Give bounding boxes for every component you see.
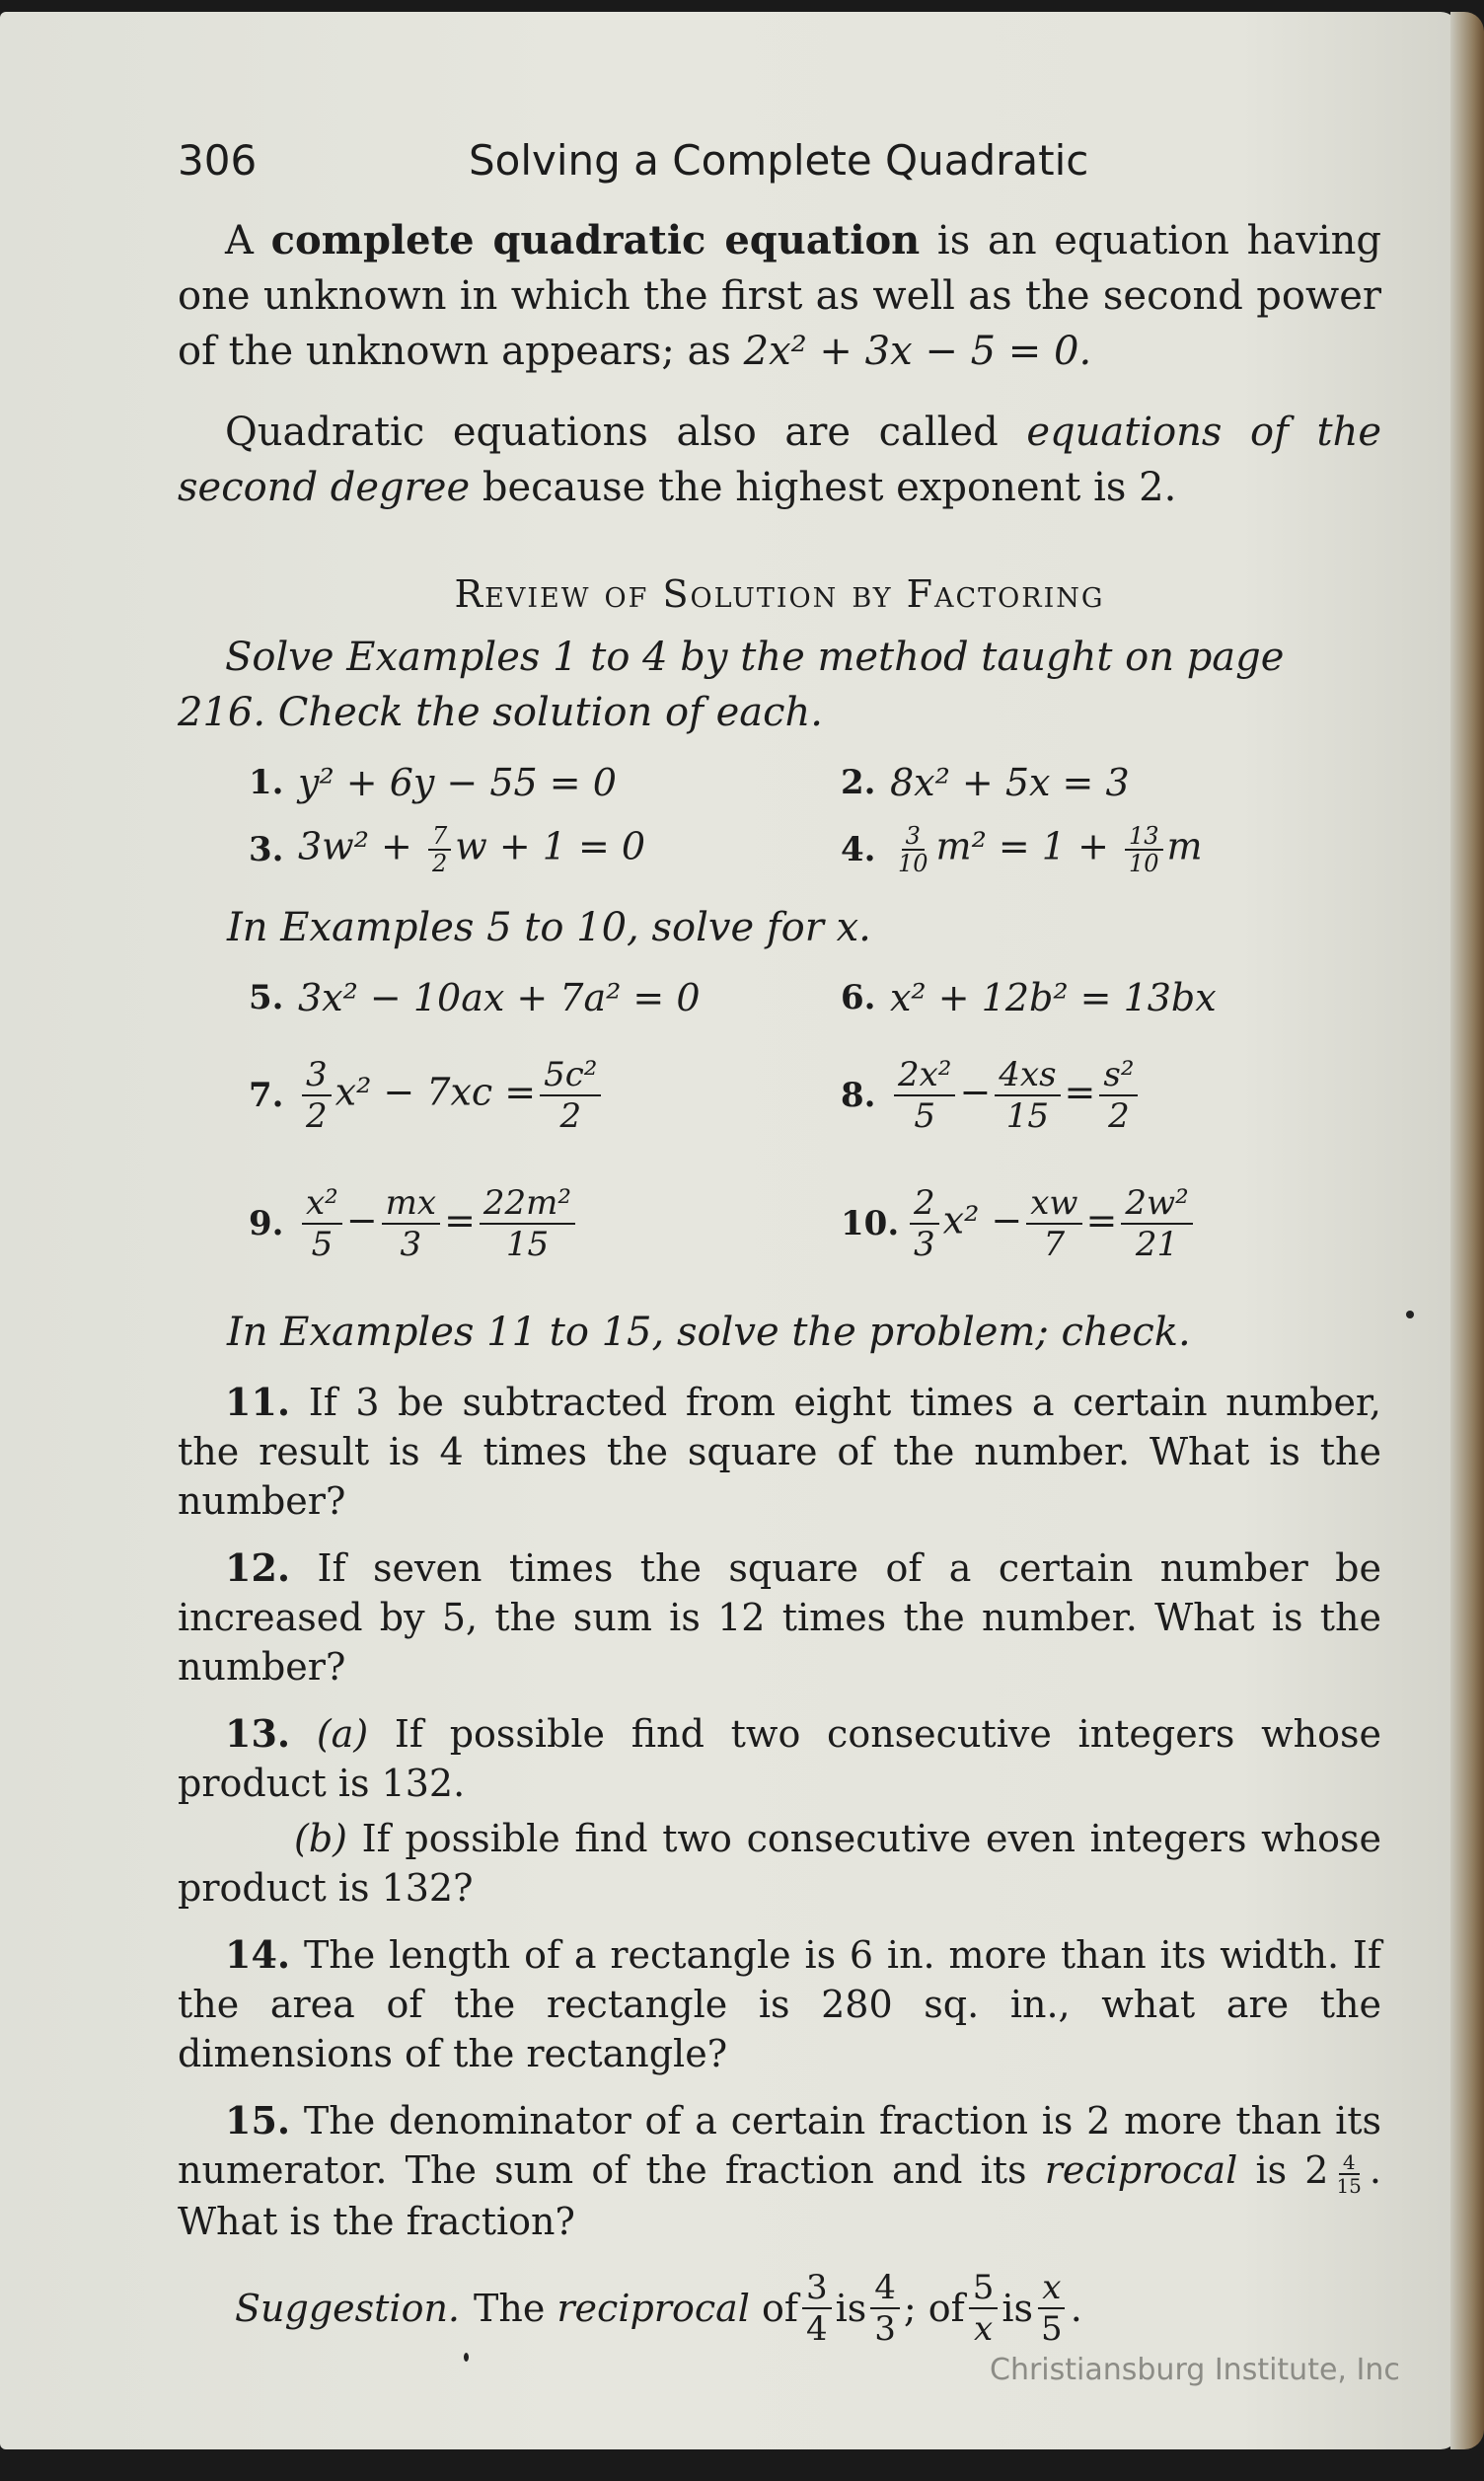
numerator: 2x²	[894, 1055, 955, 1096]
fraction	[870, 2268, 900, 2349]
equation: x² + 12b² = 13bx	[890, 976, 1217, 1019]
example-4	[841, 821, 1433, 878]
eq-part: w + 1 = 0	[455, 824, 646, 868]
equation: y² + 6y − 55 = 0	[298, 761, 617, 804]
problem-text: If possible find two consecutive even integers whose product is 132?	[178, 1817, 1381, 1910]
speck	[1406, 1311, 1414, 1318]
numerator: 3	[802, 2268, 832, 2309]
fraction	[1037, 2268, 1067, 2349]
text: is	[1002, 2286, 1034, 2330]
example-6	[841, 969, 1433, 1026]
problem-text: If possible find two consecutive integers whose product is 132.	[178, 1712, 1382, 1805]
denominator: 5	[311, 1225, 334, 1264]
denominator: 2	[306, 1096, 328, 1136]
fraction	[382, 1183, 440, 1264]
equation	[298, 823, 645, 876]
section-heading: Review of Solution by Factoring	[454, 572, 1105, 616]
speck	[464, 2353, 469, 2362]
example-number: 10.	[841, 1204, 900, 1243]
eq-part: x² − 7xc =	[334, 1070, 537, 1114]
fraction	[910, 1183, 939, 1264]
fraction	[802, 2268, 832, 2349]
denominator: 15	[1005, 1096, 1050, 1136]
numerator: xw	[1026, 1183, 1081, 1225]
watermark: Christiansburg Institute, Inc	[990, 2353, 1400, 2387]
part-label: (b)	[294, 1817, 347, 1860]
denominator: x	[973, 2308, 994, 2349]
denominator: 4	[805, 2308, 828, 2349]
problem-13b	[178, 1814, 1381, 1913]
equation: 3x² − 10ax + 7a² = 0	[298, 976, 701, 1019]
fraction	[302, 1183, 342, 1264]
denominator: 5	[1041, 2308, 1063, 2349]
denominator: 21	[1135, 1225, 1179, 1264]
fraction	[1099, 1055, 1138, 1136]
example-number: 5.	[249, 978, 284, 1017]
numerator: s²	[1099, 1055, 1138, 1096]
text: The	[474, 2286, 557, 2330]
fraction	[894, 1055, 955, 1136]
examples-1-4	[249, 754, 1381, 878]
problem-text: The length of a rectangle is 6 in. more than its width. If the area of the rectangle is 280 sq. in., what are the dimensions of the rectangle?	[178, 1933, 1381, 2075]
numerator: x²	[302, 1183, 342, 1225]
numerator: 2w²	[1121, 1183, 1192, 1225]
equation	[906, 1183, 1197, 1264]
instruction-2: In Examples 5 to 10, solve for x.	[227, 905, 871, 950]
example-number: 6.	[841, 978, 876, 1017]
denominator: 15	[1336, 2173, 1362, 2198]
numerator: x	[1038, 2268, 1065, 2309]
problem-text: The denominator of a certain fraction is 2 more than its numerator. The sum of the fraction and its	[178, 2099, 1381, 2192]
text: of	[749, 2286, 798, 2330]
text: .	[1070, 2286, 1082, 2330]
instruction-3: In Examples 11 to 15, solve the problem; check.	[227, 1310, 1191, 1355]
text: ; of	[903, 2286, 965, 2330]
problem-13a	[178, 1709, 1381, 1808]
denominator: 2	[559, 1096, 582, 1136]
example-9	[249, 1165, 841, 1283]
equation	[890, 823, 1203, 876]
equation	[298, 1055, 605, 1136]
text: Quadratic equations also are called	[225, 410, 1027, 455]
problem-14	[178, 1930, 1381, 2078]
suggestion	[178, 2268, 1381, 2349]
fraction	[1125, 823, 1163, 876]
fraction	[302, 1055, 332, 1136]
numerator: 3	[302, 1055, 332, 1096]
example-10	[841, 1165, 1433, 1283]
fraction	[1026, 1183, 1081, 1264]
denominator: 3	[400, 1225, 422, 1264]
problem-text: is 2	[1237, 2148, 1329, 2192]
problem-text: . What is the fraction?	[178, 2148, 1381, 2243]
example-8	[841, 1036, 1433, 1155]
example-number: 9.	[249, 1204, 284, 1243]
denominator: 5	[914, 1096, 936, 1136]
example-1	[249, 754, 841, 811]
term: reciprocal	[1044, 2148, 1238, 2192]
problem-number: 14.	[225, 1932, 291, 1977]
operator: −	[959, 1070, 992, 1114]
term: reciprocal	[556, 2286, 750, 2330]
operator: −	[345, 1198, 378, 1242]
inline-equation: 2x² + 3x − 5 = 0.	[743, 329, 1092, 374]
denominator: 3	[874, 2308, 896, 2349]
operator: =	[444, 1198, 476, 1242]
example-3	[249, 821, 841, 878]
numerator: 4xs	[995, 1055, 1060, 1096]
text: A	[225, 218, 271, 263]
fraction	[1121, 1183, 1192, 1264]
fraction	[894, 823, 932, 876]
eq-part: x² −	[942, 1198, 1023, 1242]
example-number: 7.	[249, 1076, 284, 1115]
examples-5-10	[249, 969, 1381, 1283]
fraction	[480, 1183, 575, 1264]
example-5	[249, 969, 841, 1026]
example-number: 4.	[841, 830, 876, 869]
equation	[298, 1183, 579, 1264]
numerator: 13	[1125, 823, 1163, 851]
term: equations of the second degree	[178, 410, 1382, 510]
operator: =	[1064, 1070, 1096, 1114]
problem-number: 11.	[225, 1380, 291, 1424]
numerator: 4	[1339, 2151, 1360, 2175]
text: is an equation having one unknown in which the first as well as the second power of the unknown appears; as	[178, 218, 1381, 374]
fraction	[540, 1055, 601, 1136]
equation: 8x² + 5x = 3	[890, 761, 1130, 804]
eq-part: 3w² +	[298, 824, 424, 868]
page-header	[178, 128, 1381, 197]
fraction	[428, 823, 451, 876]
book-edge	[1450, 12, 1484, 2449]
numerator: 7	[428, 823, 451, 851]
example-number: 2.	[841, 763, 876, 802]
page-content	[178, 128, 1381, 2349]
part-label: (a)	[290, 1712, 369, 1756]
denominator: 2	[431, 850, 448, 877]
numerator: mx	[382, 1183, 440, 1225]
problem-text: If 3 be subtracted from eight times a certain number, the result is 4 times the square of the number. What is the number?	[178, 1381, 1381, 1523]
example-2	[841, 754, 1433, 811]
fraction	[969, 2268, 999, 2349]
running-title: Solving a Complete Quadratic	[469, 136, 1089, 185]
numerator: 5c²	[540, 1055, 601, 1096]
problem-number: 15.	[225, 2098, 291, 2143]
problem-text: If seven times the square of a certain number be increased by 5, the sum is 12 times the number. What is the number?	[178, 1546, 1381, 1689]
example-number: 1.	[249, 763, 284, 802]
numerator: 22m²	[480, 1183, 575, 1225]
eq-part: m² = 1 +	[935, 824, 1121, 868]
example-number: 3.	[249, 830, 284, 869]
denominator: 10	[1129, 850, 1159, 877]
denominator: 10	[898, 850, 928, 877]
denominator: 2	[1108, 1096, 1130, 1136]
numerator: 2	[910, 1183, 939, 1225]
text: because the highest exponent is 2.	[470, 465, 1177, 510]
suggestion-label: Suggestion.	[235, 2286, 460, 2330]
eq-part: m	[1166, 824, 1203, 868]
operator: =	[1085, 1198, 1118, 1242]
numerator: 3	[902, 823, 925, 851]
example-number: 8.	[841, 1076, 876, 1115]
page-number: 306	[178, 136, 258, 185]
fraction	[1332, 2151, 1365, 2197]
numerator: 5	[969, 2268, 999, 2309]
problem-12	[178, 1543, 1381, 1692]
fraction	[995, 1055, 1060, 1136]
equation	[890, 1055, 1142, 1136]
intro-paragraph-2	[178, 405, 1381, 515]
denominator: 3	[914, 1225, 935, 1264]
denominator: 7	[1043, 1225, 1066, 1264]
numerator: 4	[870, 2268, 900, 2309]
problem-15	[178, 2096, 1381, 2246]
term: complete quadratic equation	[270, 217, 921, 263]
problem-number: 12.	[225, 1545, 291, 1590]
example-7	[249, 1036, 841, 1155]
problem-11	[178, 1378, 1381, 1526]
instruction-1: Solve Examples 1 to 4 by the method taught on page 216. Check the solution of each.	[178, 635, 1285, 735]
denominator: 15	[505, 1225, 550, 1264]
intro-paragraph-1	[178, 213, 1381, 379]
text: is	[835, 2286, 867, 2330]
problem-number: 13.	[225, 1711, 291, 1756]
